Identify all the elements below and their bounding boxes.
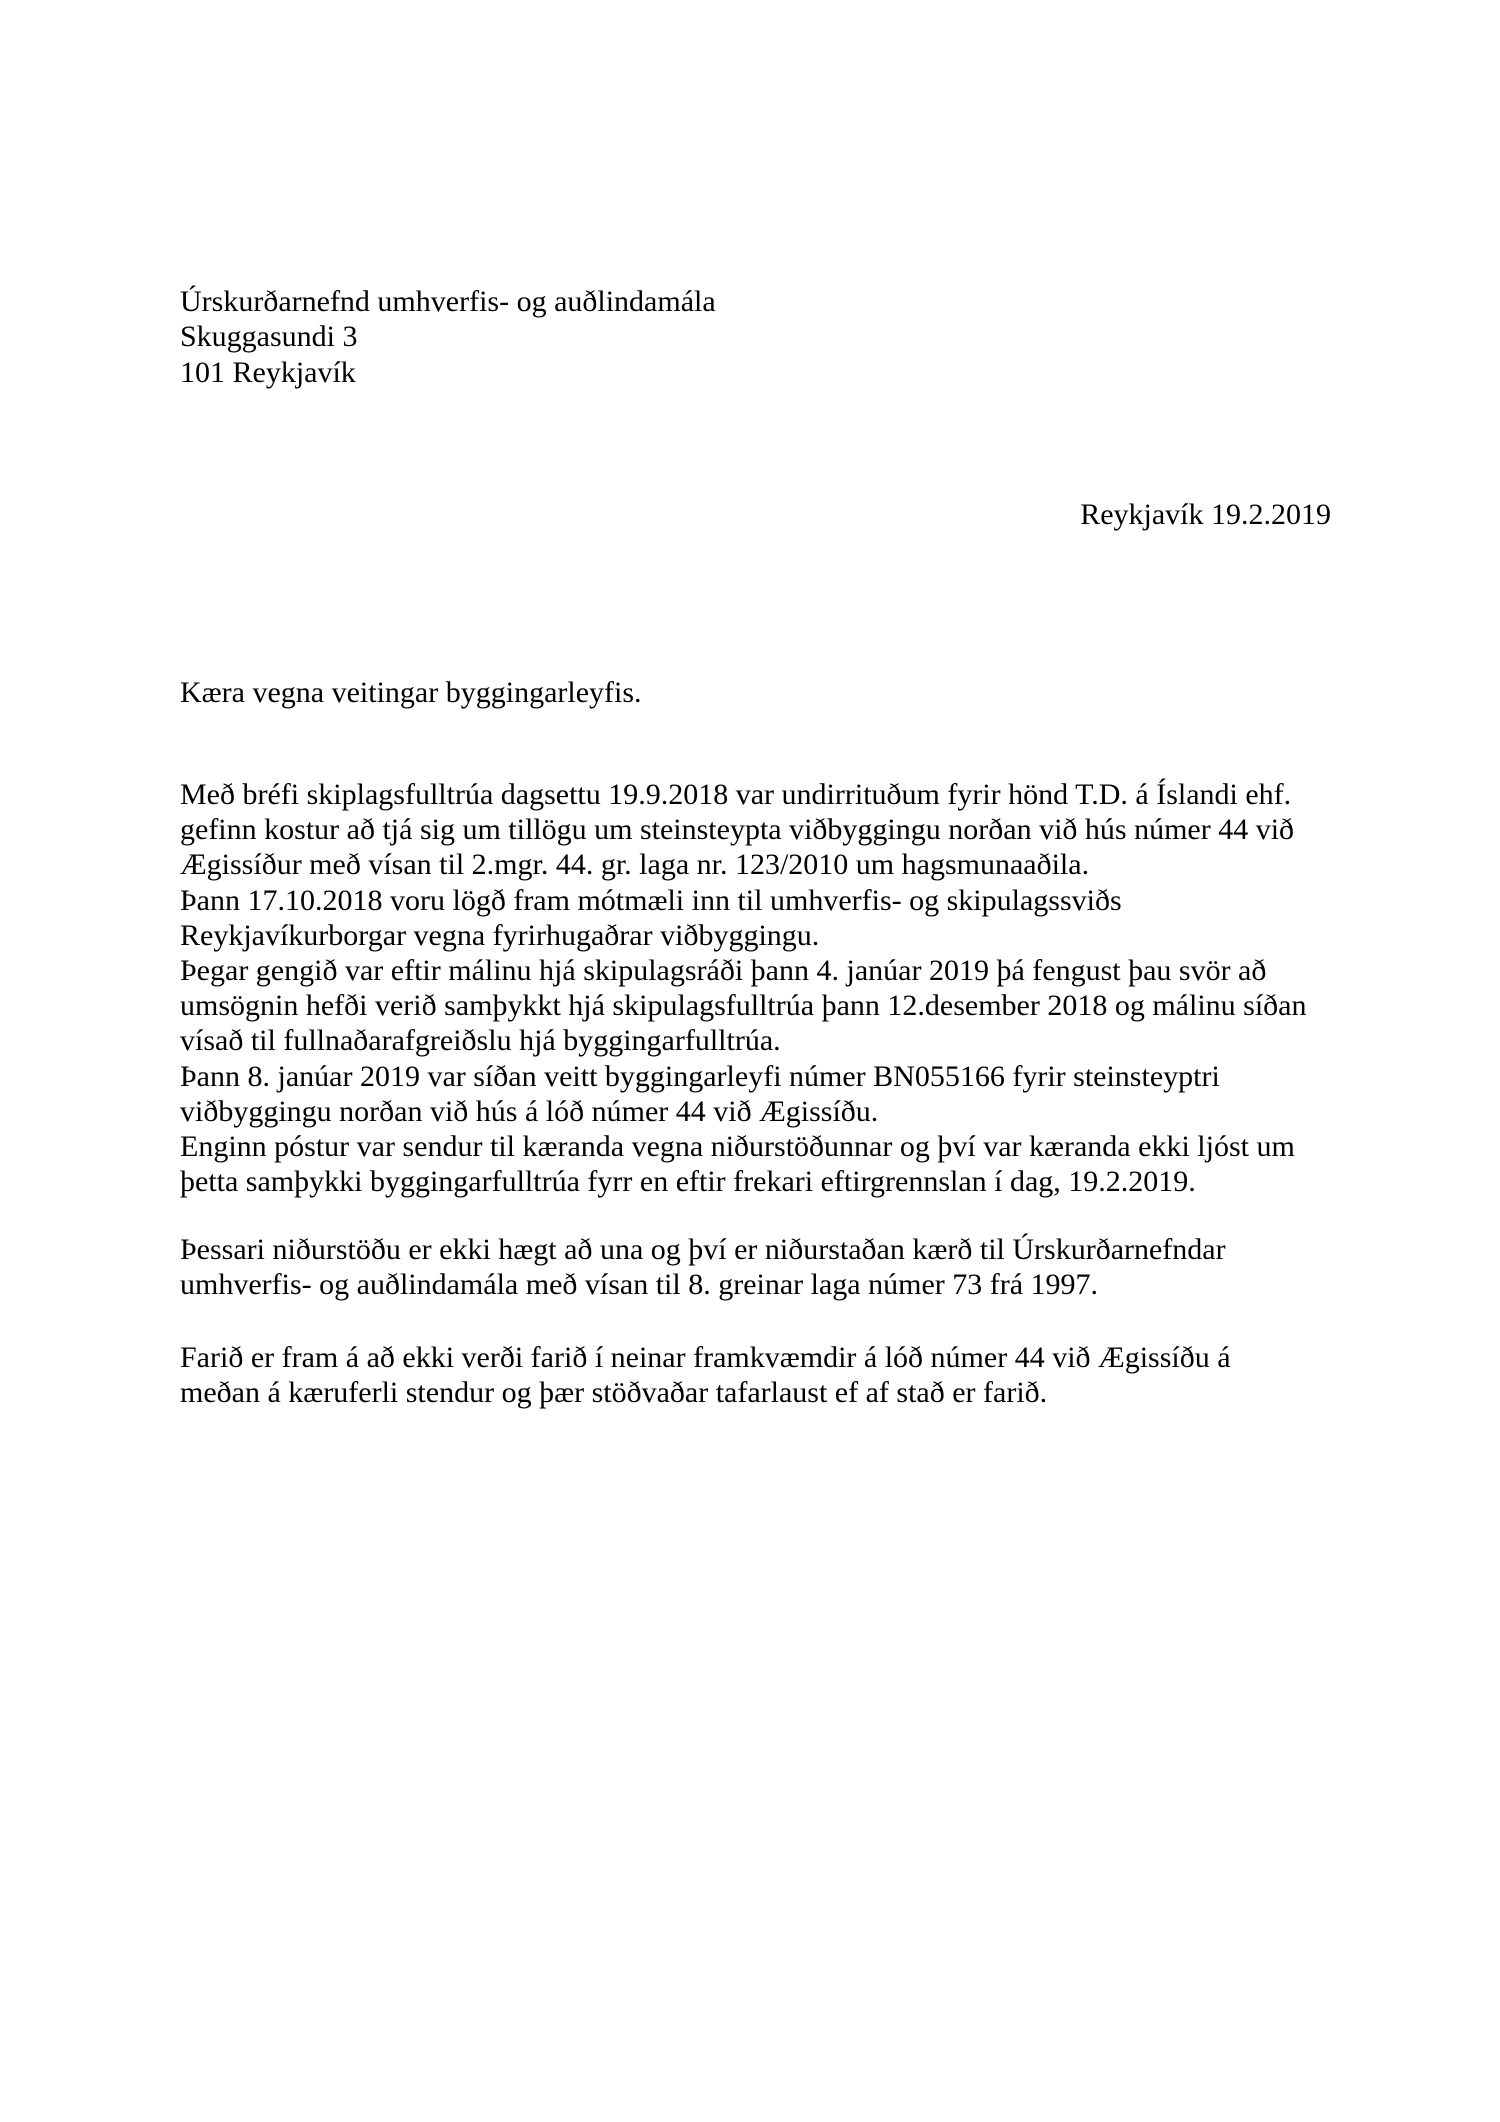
paragraph-line: Þann 8. janúar 2019 var síðan veitt byggingarleyfi númer BN055166 fyrir steinsteyptri	[180, 1059, 1220, 1093]
paragraph-line: Með bréfi skiplagsfulltrúa dagsettu 19.9.2018 var undirrituðum fyrir hönd T.D. á Íslandi ehf.	[180, 778, 1292, 811]
recipient-name: Úrskurðarnefnd umhverfis- og auðlindamála	[180, 285, 716, 318]
paragraph-line: Þegar gengið var eftir málinu hjá skipulagsráði þann 4. janúar 2019 þá fengust þau svör að	[180, 954, 1267, 988]
paragraph-line: Þann 17.10.2018 voru lögð fram mótmæli inn til umhverfis- og skipulagssviðs	[180, 883, 1122, 917]
paragraph-line: umhverfis- og auðlindamála með vísan til 8. greinar laga númer 73 frá 1997.	[180, 1268, 1099, 1302]
recipient-city: 101 Reykjavík	[180, 356, 356, 389]
paragraph-3	[180, 1340, 1340, 1410]
paragraph-line: viðbyggingu norðan við hús á lóð númer 44 við Ægissíðu.	[180, 1094, 879, 1128]
paragraph-1	[180, 777, 1340, 1199]
paragraph-line: Farið er fram á að ekki verði farið í neinar framkvæmdir á lóð númer 44 við Ægissíðu á	[180, 1341, 1231, 1374]
paragraph-line: Enginn póstur var sendur til kæranda vegna niðurstöðunnar og því var kæranda ekki ljóst um	[180, 1130, 1295, 1164]
paragraph-line: Ægissíður með vísan til 2.mgr. 44. gr. laga nr. 123/2010 um hagsmunaaðila.	[180, 848, 1090, 882]
paragraph-line: umsögnin hefði verið samþykkt hjá skipulagsfulltrúa þann 12.desember 2018 og málinu síðan	[180, 989, 1307, 1023]
paragraph-line: þetta samþykki byggingarfulltrúa fyrr en eftir frekari eftirgrennslan í dag, 19.2.2019.	[180, 1165, 1196, 1199]
date-line: Reykjavík 19.2.2019	[1080, 498, 1331, 531]
paragraph-line: gefinn kostur að tjá sig um tillögu um steinsteypta viðbyggingu norðan við hús númer 44 við	[180, 813, 1295, 847]
paragraph-2	[180, 1232, 1340, 1302]
paragraph-line: Reykjavíkurborgar vegna fyrirhugaðrar viðbyggingu.	[180, 918, 820, 952]
paragraph-line: Þessari niðurstöðu er ekki hægt að una og því er niðurstaðan kærð til Úrskurðarnefndar	[180, 1233, 1226, 1266]
subject-line: Kæra vegna veitingar byggingarleyfis.	[180, 676, 642, 709]
recipient-street: Skuggasundi 3	[180, 320, 358, 353]
paragraph-line: vísað til fullnaðarafgreiðslu hjá byggingarfulltrúa.	[180, 1024, 781, 1058]
paragraph-line: meðan á kæruferli stendur og þær stöðvaðar tafarlaust ef af stað er farið.	[180, 1376, 1048, 1410]
